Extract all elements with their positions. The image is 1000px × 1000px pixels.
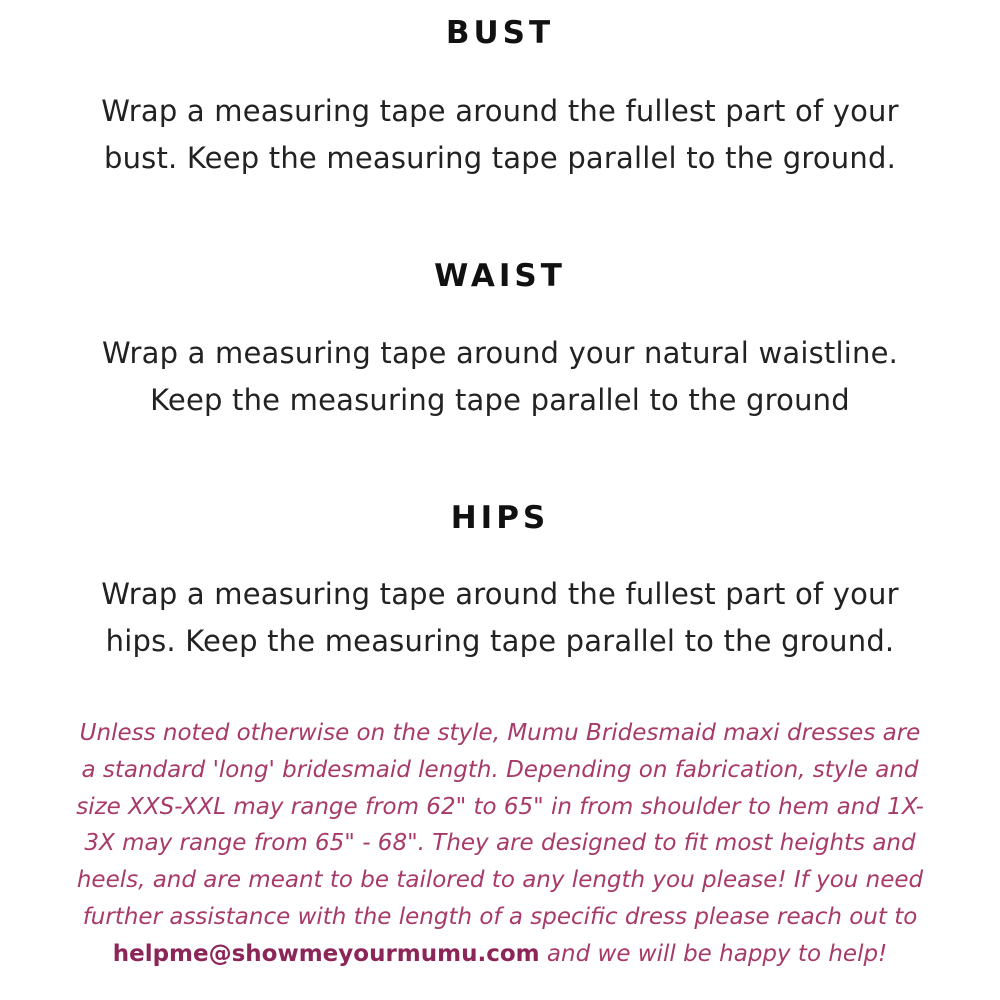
length-note xyxy=(40,715,960,973)
bust-heading: BUST xyxy=(445,15,555,51)
note-last-line xyxy=(40,936,960,973)
note-closing: and we will be happy to help! xyxy=(539,940,888,967)
note-line: further assistance with the length of a specific dress please reach out to xyxy=(82,903,918,930)
hips-instructions-line-2: hips. Keep the measuring tape parallel to the ground. xyxy=(105,624,895,658)
note-line: Unless noted otherwise on the style, Mumu Bridesmaid maxi dresses are xyxy=(79,720,921,746)
bust-instructions xyxy=(60,88,940,182)
hips-instructions-line-1: Wrap a measuring tape around the fullest part of your xyxy=(101,577,899,611)
hips-heading: HIPS xyxy=(450,500,550,536)
waist-instructions xyxy=(60,330,940,424)
bust-instructions-line-2: bust. Keep the measuring tape parallel to the ground. xyxy=(103,141,896,175)
hips-instructions xyxy=(60,571,940,665)
note-line: a standard 'long' bridesmaid length. Depending on fabrication, style and xyxy=(81,756,919,783)
note-line: size XXS-XXL may range from 62" to 65" in from shoulder to hem and 1X- xyxy=(76,793,924,820)
support-email-link[interactable]: helpme@showmeyourmumu.com xyxy=(112,940,540,967)
bust-instructions-line-1: Wrap a measuring tape around the fullest part of your xyxy=(101,94,899,128)
waist-heading: WAIST xyxy=(434,258,566,294)
note-line: heels, and are meant to be tailored to any length you please! If you need xyxy=(76,867,924,894)
waist-instructions-line-2: Keep the measuring tape parallel to the ground xyxy=(150,383,850,417)
waist-instructions-line-1: Wrap a measuring tape around your natural waistline. xyxy=(101,336,899,370)
note-line: 3X may range from 65" - 68". They are designed to fit most heights and xyxy=(84,830,916,857)
